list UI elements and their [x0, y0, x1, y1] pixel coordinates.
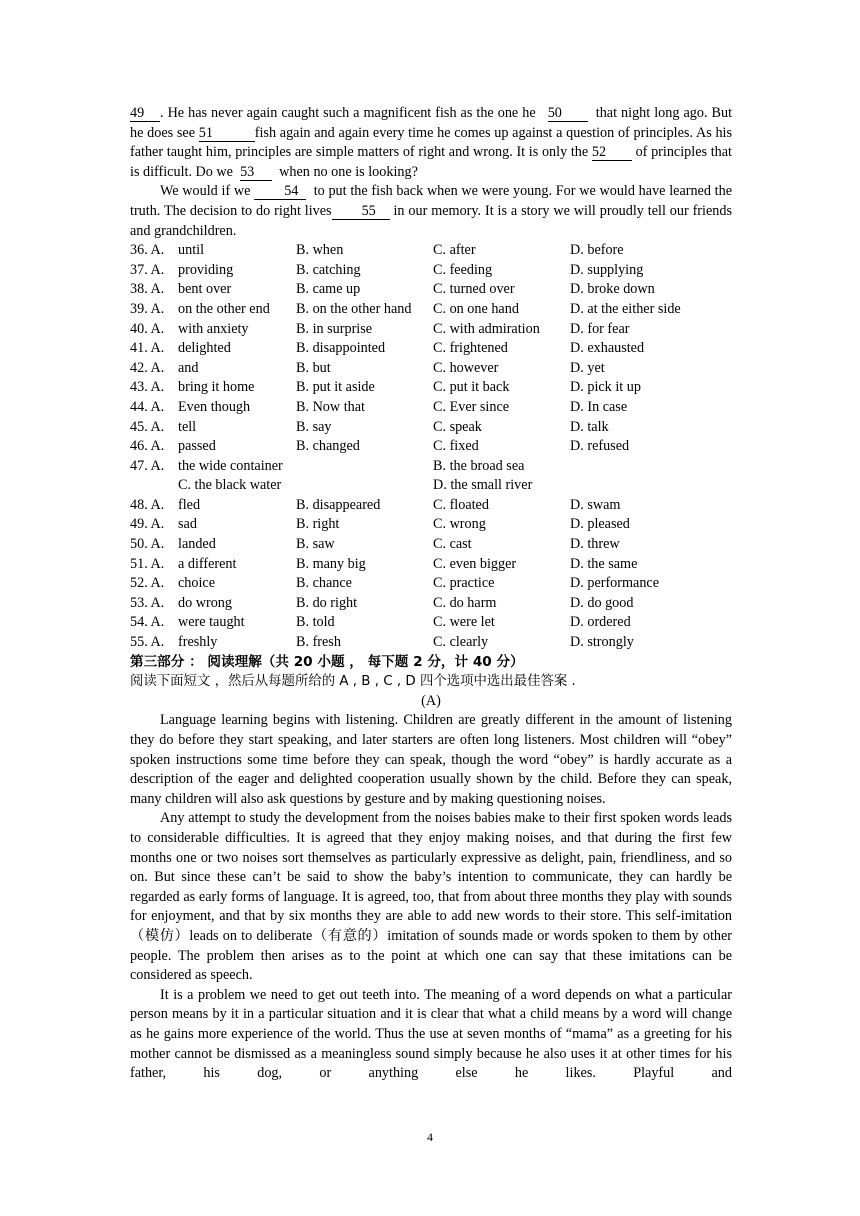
option-b: came up — [312, 281, 361, 298]
option-c: after — [449, 242, 476, 259]
option-d: the small river — [450, 477, 533, 494]
question-number: 52. A. — [130, 575, 165, 592]
blank-53: 53 — [240, 164, 272, 181]
blank-55: 55 — [332, 203, 390, 220]
option-b-letter: B. — [296, 340, 310, 357]
option-a: fled — [178, 496, 201, 513]
option-d-letter: D. — [570, 516, 584, 533]
option-a: with anxiety — [178, 320, 249, 337]
option-c: turned over — [449, 281, 515, 298]
option-b: right — [312, 516, 340, 533]
option-row — [130, 496, 732, 516]
option-c: cast — [449, 536, 472, 553]
option-d: broke down — [587, 281, 655, 298]
option-b: fresh — [312, 634, 341, 651]
option-b: do right — [312, 594, 358, 611]
question-number: 55. A. — [130, 634, 165, 651]
option-b-letter: B. — [296, 516, 310, 533]
question-number: 37. A. — [130, 261, 165, 278]
option-b: disappeared — [312, 496, 381, 513]
option-b: on the other hand — [312, 300, 412, 317]
option-a: passed — [178, 438, 216, 455]
option-b-letter: B. — [296, 261, 310, 278]
option-b: chance — [312, 575, 352, 592]
option-a: bring it home — [178, 379, 255, 396]
option-d: yet — [587, 359, 605, 376]
reading-paragraph: Language learning begins with listening. Children are greatly different in the amount of listening they do before they start speaking, and later starters are often long listeners. Most children will “obey” spoken instructions some time before they can speak, though the word “obey” is hardly accurate as a description of the eager and delighted cooperation usually shown by the child. Before they can speak, many children will also ask questions by gesture and by making questioning noises. — [130, 712, 732, 807]
option-c-letter: C. — [433, 555, 447, 572]
options-list — [130, 241, 732, 652]
option-d-letter: D. — [570, 438, 584, 455]
option-d: pick it up — [587, 379, 641, 396]
passage-text: fish again and again every time he comes up against a question of principles. As his father taught him, principles are simple matters of right and wrong. It is only the — [130, 124, 733, 161]
option-b-letter: B. — [296, 320, 310, 337]
passage-label: (A) — [421, 692, 441, 709]
option-b: say — [312, 418, 332, 435]
option-b: put it aside — [312, 379, 375, 396]
blank-50: 50 — [548, 105, 588, 122]
option-d-letter: D. — [570, 320, 584, 337]
option-d-letter: D. — [570, 634, 584, 651]
option-c-letter: C. — [433, 359, 447, 376]
option-a: tell — [178, 418, 197, 435]
option-row — [130, 339, 732, 359]
option-d: at the either side — [587, 300, 681, 317]
option-row — [130, 457, 732, 477]
option-row — [130, 437, 732, 457]
option-row — [130, 535, 732, 555]
option-c-letter: C. — [433, 242, 447, 259]
option-c: wrong — [449, 516, 486, 533]
option-c-letter: C. — [433, 594, 447, 611]
option-c-letter: C. — [433, 575, 447, 592]
option-d: pleased — [587, 516, 630, 533]
option-c: clearly — [449, 634, 489, 651]
question-number: 46. A. — [130, 438, 165, 455]
option-b-letter: B. — [296, 418, 310, 435]
question-number: 38. A. — [130, 281, 165, 298]
option-a: choice — [178, 575, 216, 592]
option-d: ordered — [587, 614, 631, 631]
option-a: delighted — [178, 340, 231, 357]
option-b-letter: B. — [296, 281, 310, 298]
option-b-letter: B. — [296, 575, 310, 592]
option-c-letter: C. — [433, 438, 447, 455]
option-row — [130, 476, 732, 496]
option-c: frightened — [449, 340, 508, 357]
option-c: do harm — [449, 594, 497, 611]
option-row — [130, 378, 732, 398]
option-d: strongly — [587, 634, 634, 651]
passage-text: to put the fish back when we were young. For we would have learned the truth. The decision to do right lives — [130, 183, 733, 219]
option-c: on one hand — [449, 300, 519, 317]
option-d-letter: D. — [570, 261, 584, 278]
option-c: feeding — [449, 261, 493, 278]
question-number: 50. A. — [130, 536, 165, 553]
reading-paragraph: It is a problem we need to get out teeth into. The meaning of a word depends on what a particular person means by it in a particular situation and it is clear that what a child means by a word will change as he gains more experience of the world. Thus the use at seven months of “mama” as a greeting for his mother cannot be dismissed as a meaningless sound simply because he also uses it at other times for his father, his dog, or anything else he likes. Playful and — [130, 986, 732, 1082]
option-c-letter: C. — [433, 398, 447, 415]
option-d-letter: D. — [570, 379, 584, 396]
option-c: even bigger — [449, 555, 517, 572]
option-d-letter: D. — [570, 555, 584, 572]
option-d: exhausted — [587, 340, 645, 357]
option-a: the wide container — [178, 457, 283, 474]
option-d-letter: D. — [570, 359, 584, 376]
option-b: many big — [312, 555, 366, 572]
question-number: 44. A. — [130, 398, 165, 415]
option-d: for fear — [587, 320, 630, 337]
option-row — [130, 418, 732, 438]
option-row — [130, 280, 732, 300]
option-b: disappointed — [312, 340, 386, 357]
option-a: landed — [178, 536, 216, 553]
option-b: changed — [312, 438, 360, 455]
option-c: put it back — [449, 379, 510, 396]
option-c-letter: C. — [433, 281, 447, 298]
option-d-letter: D. — [570, 496, 584, 513]
passage-text: in our memory. It is a story we will proudly tell our friends and grandchildren. — [130, 202, 732, 239]
option-b-letter: B. — [433, 457, 447, 474]
option-b: when — [312, 242, 344, 259]
option-b-letter: B. — [296, 536, 310, 553]
question-number: 43. A. — [130, 379, 165, 396]
option-c-letter: C. — [433, 614, 447, 631]
section-heading: 第三部分 ： 阅读理解（共 20 小题 ， 每下题 2 分，计 40 分） — [130, 653, 524, 670]
option-c: fixed — [449, 438, 479, 455]
option-b-letter: B. — [296, 594, 310, 611]
question-number: 42. A. — [130, 359, 165, 376]
option-row — [130, 633, 732, 653]
option-a: were taught — [178, 614, 245, 631]
option-b: told — [312, 614, 335, 631]
option-a: and — [178, 359, 199, 376]
option-row — [130, 574, 732, 594]
question-number: 40. A. — [130, 320, 165, 337]
option-b: saw — [312, 536, 335, 553]
option-c-letter: C. — [433, 418, 447, 435]
option-c: floated — [449, 496, 489, 513]
option-b-letter: B. — [296, 614, 310, 631]
question-number: 49. A. — [130, 516, 165, 533]
option-a: Even though — [178, 398, 251, 415]
option-row — [130, 515, 732, 535]
passage-paragraph — [130, 182, 732, 241]
option-d: In case — [587, 398, 628, 415]
option-row — [130, 320, 732, 340]
option-a: do wrong — [178, 594, 232, 611]
option-d-letter: D. — [570, 536, 584, 553]
reading-paragraph: Any attempt to study the development from the noises babies make to their first spoken words leads to considerable difficulties. It is agreed that they enjoy making noises, and that during the first few months one or two noises sort themselves as particularly expressive as delight, pain, friendliness, and so on. But since these can’t be said to show the baby’s intention to communicate, they can hardly be regarded as early forms of language. It is agreed, too, that from about three months they play with sounds for enjoyment, and that by six months they are able to add new words to their store. This self-imitation（模仿）leads on to deliberate（有意的）imitation of sounds made or words spoken to them by other people. The problem then arises as to the point at which one can say that these imitations can be considered as speech. — [130, 810, 732, 984]
option-b: catching — [312, 261, 361, 278]
option-d-letter: D. — [570, 281, 584, 298]
option-d-letter: D. — [570, 594, 584, 611]
option-a: providing — [178, 261, 234, 278]
option-b-letter: B. — [296, 379, 310, 396]
option-c-letter: C. — [433, 300, 447, 317]
option-b: but — [312, 359, 331, 376]
option-c: practice — [449, 575, 495, 592]
option-d: swam — [587, 496, 621, 513]
question-number: 41. A. — [130, 340, 165, 357]
option-b-letter: B. — [296, 634, 310, 651]
option-a: a different — [178, 555, 237, 572]
option-row — [130, 594, 732, 614]
passage-text: We would if we — [160, 183, 251, 200]
option-d-letter: D. — [570, 418, 584, 435]
option-row — [130, 398, 732, 418]
option-d: talk — [587, 418, 609, 435]
option-row — [130, 261, 732, 281]
passage-text: when no one is looking? — [279, 163, 418, 180]
option-c-letter: C. — [433, 320, 447, 337]
document-page — [130, 104, 732, 1084]
question-number: 48. A. — [130, 496, 165, 513]
passage-text: of principles that is difficult. Do we — [130, 144, 732, 180]
option-d: the same — [587, 555, 638, 572]
question-number: 54. A. — [130, 614, 165, 631]
option-a: on the other end — [178, 300, 270, 317]
option-d-letter: D. — [570, 300, 584, 317]
passage-paragraph — [130, 104, 732, 182]
option-c-letter: C. — [433, 516, 447, 533]
option-b-letter: B. — [296, 398, 310, 415]
blank-54: 54 — [254, 183, 306, 200]
passage-text: that night long ago. But he does see — [130, 105, 733, 141]
blank-49: 49 — [130, 105, 160, 122]
section-instruction: 阅读下面短文 ，然后从每题所给的 A , B , C , D 四个选项中选出最佳答案 . — [130, 674, 576, 690]
option-b-letter: B. — [296, 438, 310, 455]
question-number: 53. A. — [130, 594, 165, 611]
passage-text: . He has never again caught such a magnificent fish as the one he — [160, 105, 536, 121]
option-c: C. the black water — [178, 477, 282, 494]
option-c-letter: C. — [433, 634, 447, 651]
option-b-letter: B. — [296, 242, 310, 259]
option-b-letter: B. — [296, 359, 310, 376]
option-row — [130, 555, 732, 575]
option-c-letter: C. — [433, 379, 447, 396]
question-number: 51. A. — [130, 555, 165, 572]
option-a: freshly — [178, 634, 218, 651]
question-number: 39. A. — [130, 300, 165, 317]
option-c: with admiration — [449, 320, 540, 337]
option-d-letter: D. — [570, 242, 584, 259]
option-b: in surprise — [312, 320, 373, 337]
option-row — [130, 359, 732, 379]
option-d: supplying — [587, 261, 644, 278]
option-b: the broad sea — [449, 457, 525, 474]
option-b-letter: B. — [296, 496, 310, 513]
blank-51: 51 — [199, 125, 255, 142]
option-c-letter: C. — [433, 536, 447, 553]
option-c: however — [449, 359, 499, 376]
option-d: refused — [587, 438, 630, 455]
question-number: 47. A. — [130, 457, 165, 474]
option-row — [130, 300, 732, 320]
option-row — [130, 613, 732, 633]
option-a: bent over — [178, 281, 232, 298]
option-d: do good — [587, 594, 634, 611]
option-d: performance — [587, 575, 660, 592]
option-c-letter: C. — [433, 261, 447, 278]
option-d-letter: D. — [570, 398, 584, 415]
blank-52: 52 — [592, 144, 632, 161]
option-b: Now that — [312, 398, 365, 415]
question-number: 36. A. — [130, 242, 165, 259]
option-c: were let — [449, 614, 495, 631]
option-d: before — [587, 242, 624, 259]
option-a: until — [178, 242, 205, 259]
option-b-letter: B. — [296, 300, 310, 317]
option-d-letter: D. — [570, 340, 584, 357]
option-d: threw — [587, 536, 620, 553]
option-d-letter: D. — [433, 477, 447, 494]
option-d-letter: D. — [570, 614, 584, 631]
option-c-letter: C. — [433, 340, 447, 357]
option-d-letter: D. — [570, 575, 584, 592]
question-number: 45. A. — [130, 418, 165, 435]
option-c: speak — [449, 418, 482, 435]
option-c: Ever since — [449, 398, 510, 415]
option-b-letter: B. — [296, 555, 310, 572]
page-number: 4 — [427, 1130, 433, 1144]
option-row — [130, 241, 732, 261]
option-a: sad — [178, 516, 197, 533]
option-c-letter: C. — [433, 496, 447, 513]
